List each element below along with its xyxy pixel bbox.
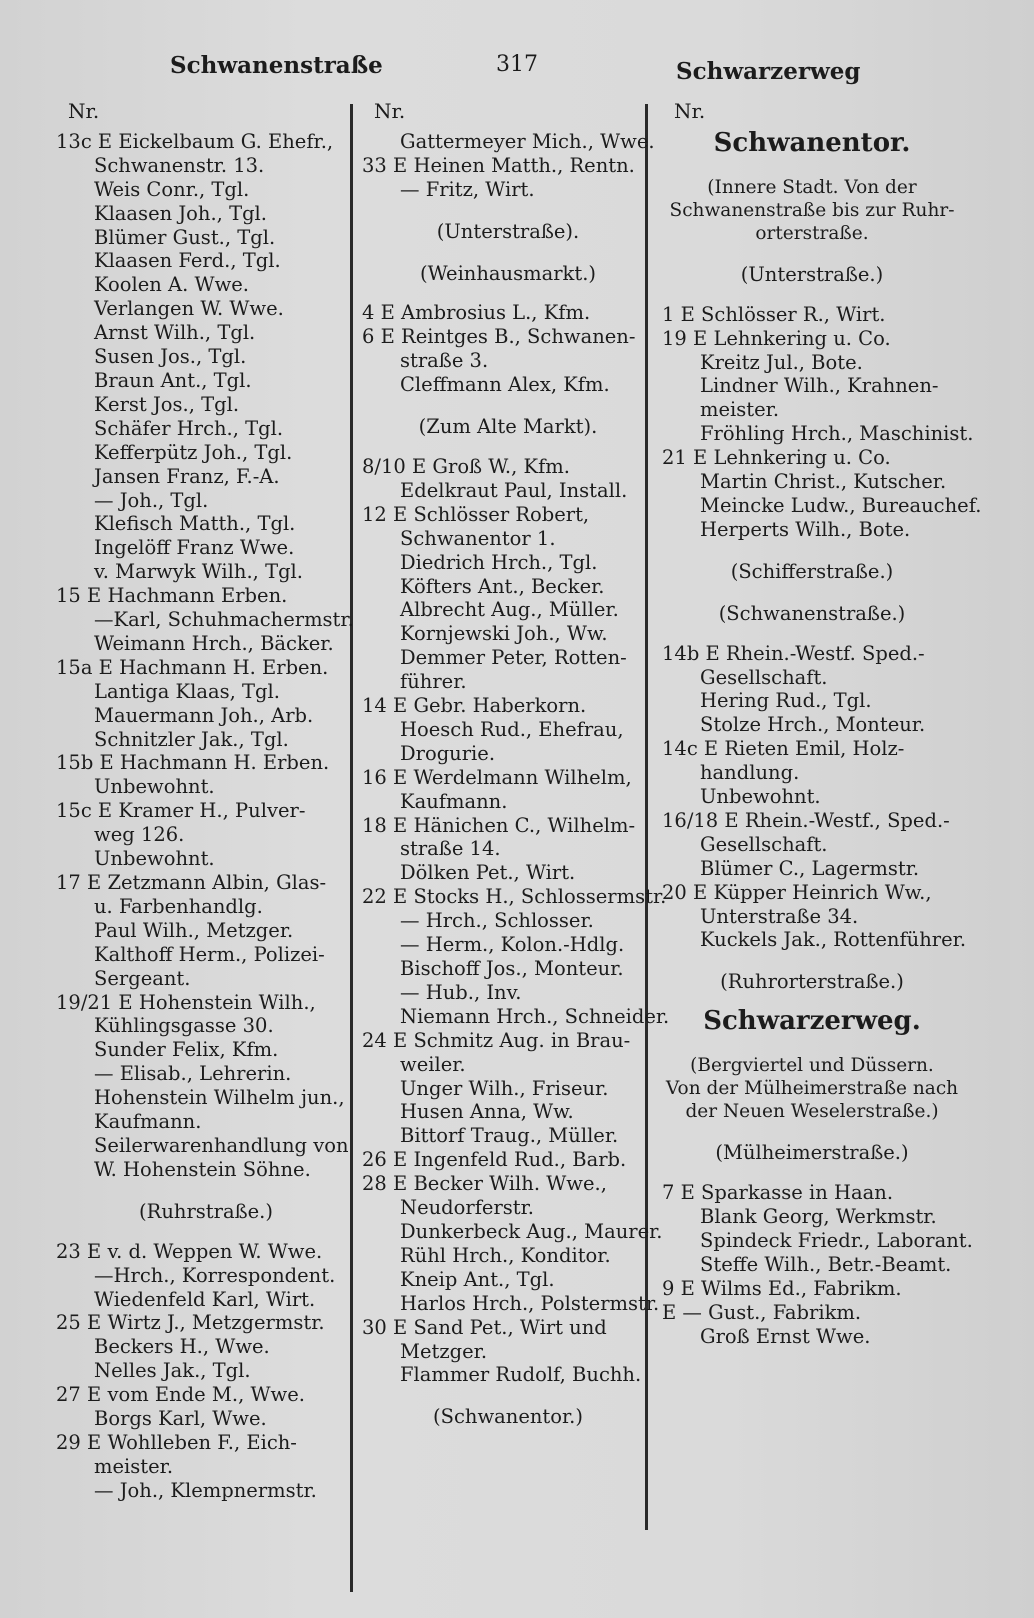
resident-line: Blank Georg, Werkmstr. <box>700 1205 937 1228</box>
street-heading: Schwanentor. <box>713 127 911 158</box>
resident-line: Braun Ant., Tgl. <box>94 368 252 392</box>
directory-entry: 18 E Hänichen C., Wilhelm- <box>362 813 636 837</box>
resident-line: Unbewohnt. <box>700 785 821 809</box>
nr-label: Nr. <box>374 99 406 123</box>
resident-line: Susen Jos., Tgl. <box>94 345 247 369</box>
entry-continuation: Kaufmann. <box>400 789 508 813</box>
directory-entry: 25 E Wirtz J., Metzgermstr. <box>56 1311 325 1335</box>
directory-entry: 23 E v. d. Weppen W. Wwe. <box>56 1239 323 1263</box>
resident-line: — Herm., Kolon.-Hdlg. <box>400 933 625 957</box>
directory-entry: 9 E Wilms Ed., Fabrikm. <box>662 1276 902 1300</box>
directory-entry: 7 E Sparkasse in Haan. <box>662 1181 894 1205</box>
resident-line: Nelles Jak., Tgl. <box>94 1359 251 1383</box>
nr-label: Nr. <box>674 99 706 123</box>
resident-line: Unbewohnt. <box>94 775 215 799</box>
cross-street-heading: (Ruhrstraße.) <box>139 1199 273 1223</box>
directory-entry: 30 E Sand Pet., Wirt und <box>362 1315 607 1339</box>
resident-line: Wiedenfeld Karl, Wirt. <box>94 1287 316 1311</box>
resident-line: Verlangen W. Wwe. <box>94 297 284 321</box>
resident-line: Sunder Felix, Kfm. <box>94 1038 279 1062</box>
resident-line: Unbewohnt. <box>94 847 215 871</box>
cross-street-heading: (Weinhausmarkt.) <box>419 261 597 285</box>
street-description: (Bergviertel und Düssern. <box>690 1055 934 1077</box>
resident-line: v. Marwyk Wilh., Tgl. <box>94 560 303 584</box>
resident-line: Martin Christ., Kutscher. <box>700 470 947 494</box>
entry-continuation: Unterstraße 34. <box>700 904 859 928</box>
resident-line: Beckers H., Wwe. <box>94 1335 270 1359</box>
resident-line: Klaasen Joh., Tgl. <box>94 201 267 225</box>
directory-entry: 15a E Hachmann H. Erben. <box>56 655 329 679</box>
cross-street-heading: (Schwanentor.) <box>433 1405 583 1429</box>
street-description: Von der Mülheimerstraße nach <box>665 1078 959 1100</box>
directory-entry: 8/10 E Groß W., Kfm. <box>362 454 570 478</box>
directory-entry: 14c E Rieten Emil, Holz- <box>662 737 905 761</box>
directory-entry: 16/18 E Rhein.-Westf., Sped.- <box>662 808 950 832</box>
entry-continuation: meister. <box>94 1454 174 1478</box>
resident-line: Klefisch Matth., Tgl. <box>94 512 296 536</box>
resident-line: Kreitz Jul., Bote. <box>700 350 863 374</box>
resident-line: Weimann Hrch., Bäcker. <box>94 631 334 655</box>
cross-street-heading: (Schwanenstraße.) <box>718 601 906 625</box>
resident-line: — Fritz, Wirt. <box>400 177 535 201</box>
directory-entry: 14 E Gebr. Haberkorn. <box>362 694 587 718</box>
resident-line: Borgs Karl, Wwe. <box>94 1407 267 1431</box>
resident-line: Schnitzler Jak., Tgl. <box>94 727 289 751</box>
page-number: 317 <box>496 52 538 77</box>
entry-continuation: Gesellschaft. <box>700 665 828 689</box>
resident-line: Husen Anna, Ww. <box>400 1100 574 1124</box>
entry-continuation: u. Farbenhandlg. <box>94 894 263 918</box>
entry-continuation: Sergeant. <box>94 966 191 990</box>
directory-entry: 15b E Hachmann H. Erben. <box>56 751 330 775</box>
resident-line: Spindeck Friedr., Laborant. <box>700 1228 973 1252</box>
street-description: Schwanenstraße bis zur Ruhr- <box>669 199 955 221</box>
directory-entry: 27 E vom Ende M., Wwe. <box>56 1383 305 1407</box>
entry-continuation: Gesellschaft. <box>700 832 828 856</box>
resident-line: Gattermeyer Mich., Wwe. <box>400 129 655 153</box>
resident-line: Kalthoff Herm., Polizei- <box>94 942 325 966</box>
resident-line: Hohenstein Wilhelm jun., <box>94 1086 345 1110</box>
cross-street-heading: (Unterstraße.) <box>740 262 884 286</box>
directory-entry: 28 E Becker Wilh. Wwe., <box>362 1172 607 1196</box>
directory-entry: 20 E Küpper Heinrich Ww., <box>662 880 932 904</box>
entry-continuation: weiler. <box>400 1052 466 1076</box>
entry-continuation: handlung. <box>700 761 800 785</box>
street-description: orterstraße. <box>755 222 869 244</box>
resident-line: Hering Rud., Tgl. <box>700 689 872 713</box>
directory-entry: 17 E Zetzmann Albin, Glas- <box>56 871 327 894</box>
resident-line: —Hrch., Korrespondent. <box>94 1263 336 1287</box>
directory-entry: 29 E Wohlleben F., Eich- <box>56 1430 297 1454</box>
entry-continuation: straße 14. <box>400 837 501 861</box>
resident-line: Edelkraut Paul, Install. <box>400 478 628 502</box>
resident-line: Steffe Wilh., Betr.-Beamt. <box>700 1252 952 1276</box>
directory-entry: 15 E Hachmann Erben. <box>56 584 288 608</box>
cross-street-heading: (Zum Alte Markt). <box>418 415 598 439</box>
directory-entry: E — Gust., Fabrikm. <box>662 1300 862 1324</box>
resident-line: Kneip Ant., Tgl. <box>400 1267 555 1291</box>
column-2 <box>362 99 670 1445</box>
resident-line: Blümer Gust., Tgl. <box>94 225 276 249</box>
resident-line: Arnst Wilh., Tgl. <box>94 321 256 345</box>
entry-continuation: Kühlingsgasse 30. <box>94 1014 274 1038</box>
directory-entry: 14b E Rhein.-Westf. Sped.- <box>662 641 925 665</box>
resident-line: Groß Ernst Wwe. <box>700 1324 871 1348</box>
entry-continuation: straße 3. <box>400 349 489 373</box>
directory-entry: 15c E Kramer H., Pulver- <box>56 799 306 823</box>
resident-line: Dunkerbeck Aug., Maurer. <box>400 1219 663 1243</box>
resident-line: Paul Wilh., Metzger. <box>94 918 294 942</box>
entry-continuation: Schwanenstr. 13. <box>94 153 265 177</box>
entry-continuation: Metzger. <box>400 1339 488 1363</box>
entry-continuation: führer. <box>400 670 467 694</box>
resident-line: Herperts Wilh., Bote. <box>700 517 911 541</box>
resident-line: Weis Conr., Tgl. <box>94 177 250 201</box>
column-1 <box>56 100 356 1503</box>
resident-line: Kefferpütz Joh., Tgl. <box>94 440 293 464</box>
cross-street-heading: (Ruhrorterstraße.) <box>720 970 904 994</box>
resident-line: Cleffmann Alex, Kfm. <box>400 373 610 397</box>
directory-entry: 12 E Schlösser Robert, <box>362 502 590 526</box>
directory-entry: 19 E Lehnkering u. Co. <box>662 326 891 350</box>
directory-entry: 21 E Lehnkering u. Co. <box>662 446 891 470</box>
resident-line: Meincke Ludw., Bureauchef. <box>700 493 982 517</box>
header-left-street: Schwanenstraße <box>170 52 383 79</box>
resident-line: Mauermann Joh., Arb. <box>94 703 314 727</box>
resident-line: Kerst Jos., Tgl. <box>94 392 240 416</box>
resident-line: — Hub., Inv. <box>400 980 522 1004</box>
resident-line: Unger Wilh., Friseur. <box>400 1076 609 1100</box>
header-right-street: Schwarzerweg <box>676 58 861 85</box>
street-heading: Schwarzerweg. <box>703 1006 921 1037</box>
resident-line: Blümer C., Lagermstr. <box>700 856 920 880</box>
entry-continuation: meister. <box>700 398 780 422</box>
directory-entry: 1 E Schlösser R., Wirt. <box>662 302 886 326</box>
resident-line: Flammer Rudolf, Buchh. <box>400 1363 642 1387</box>
resident-line: Lantiga Klaas, Tgl. <box>94 679 280 703</box>
resident-line: Dölken Pet., Wirt. <box>400 861 576 885</box>
cross-street-heading: (Unterstraße). <box>436 219 580 243</box>
resident-line: Seilerwarenhandlung von <box>94 1133 349 1157</box>
resident-line: Fröhling Hrch., Maschinist. <box>700 422 974 446</box>
resident-line: Harlos Hrch., Polstermstr. <box>400 1291 660 1315</box>
nr-label: Nr. <box>68 99 100 123</box>
resident-line: Köfters Ant., Becker. <box>400 574 605 598</box>
directory-entry: 13c E Eickelbaum G. Ehefr., <box>56 129 334 153</box>
resident-line: — Elisab., Lehrerin. <box>94 1062 292 1086</box>
resident-line: Schäfer Hrch., Tgl. <box>94 416 284 440</box>
resident-line: — Joh., Tgl. <box>94 488 209 512</box>
column-3 <box>662 99 982 1348</box>
resident-line: Lindner Wilh., Krahnen- <box>700 374 939 398</box>
entry-continuation: Schwanentor 1. <box>400 526 556 550</box>
resident-line: Hoesch Rud., Ehefrau, <box>400 717 624 741</box>
directory-entry: 22 E Stocks H., Schlossermstr. <box>362 885 667 909</box>
resident-line: Jansen Franz, F.-A. <box>94 464 280 488</box>
resident-line: Albrecht Aug., Müller. <box>400 598 619 622</box>
directory-entry: 16 E Werdelmann Wilhelm, <box>362 765 632 789</box>
directory-entry: 26 E Ingenfeld Rud., Barb. <box>362 1148 627 1172</box>
directory-entry: 24 E Schmitz Aug. in Brau- <box>362 1028 631 1052</box>
resident-line: —Karl, Schuhmachermstr. <box>94 608 354 632</box>
resident-line: Bischoff Jos., Monteur. <box>400 957 624 980</box>
street-description: (Innere Stadt. Von der <box>707 176 917 198</box>
entry-continuation: Drogurie. <box>400 741 496 765</box>
directory-entry: 6 E Reintges B., Schwanen- <box>362 325 636 349</box>
resident-line: Diedrich Hrch., Tgl. <box>400 550 598 574</box>
resident-line: Rühl Hrch., Konditor. <box>400 1243 611 1267</box>
resident-line: Ingelöff Franz Wwe. <box>94 536 295 560</box>
resident-line: Klaasen Ferd., Tgl. <box>94 249 281 273</box>
resident-line: — Hrch., Schlosser. <box>400 909 594 933</box>
resident-line: Kornjewski Joh., Ww. <box>400 622 608 646</box>
directory-entry: 19/21 E Hohenstein Wilh., <box>56 990 316 1014</box>
resident-line: Kuckels Jak., Rottenführer. <box>700 928 967 952</box>
resident-line: Demmer Peter, Rotten- <box>400 646 627 670</box>
street-description: der Neuen Weselerstraße.) <box>685 1101 939 1123</box>
resident-line: Niemann Hrch., Schneider. <box>400 1004 670 1028</box>
resident-line: Bittorf Traug., Müller. <box>400 1124 619 1148</box>
resident-line: — Joh., Klempnermstr. <box>94 1478 317 1502</box>
resident-line: Stolze Hrch., Monteur. <box>700 713 926 737</box>
cross-street-heading: (Schifferstraße.) <box>730 559 894 583</box>
resident-line: Koolen A. Wwe. <box>94 273 250 297</box>
directory-entry: 4 E Ambrosius L., Kfm. <box>362 301 591 325</box>
entry-continuation: W. Hohenstein Söhne. <box>94 1157 311 1181</box>
directory-entry: 33 E Heinen Matth., Rentn. <box>362 153 635 177</box>
entry-continuation: weg 126. <box>94 823 185 847</box>
entry-continuation: Neudorferstr. <box>400 1196 535 1220</box>
cross-street-heading: (Mülheimerstraße.) <box>715 1141 909 1165</box>
entry-continuation: Kaufmann. <box>94 1110 202 1134</box>
page-header <box>0 52 1034 92</box>
